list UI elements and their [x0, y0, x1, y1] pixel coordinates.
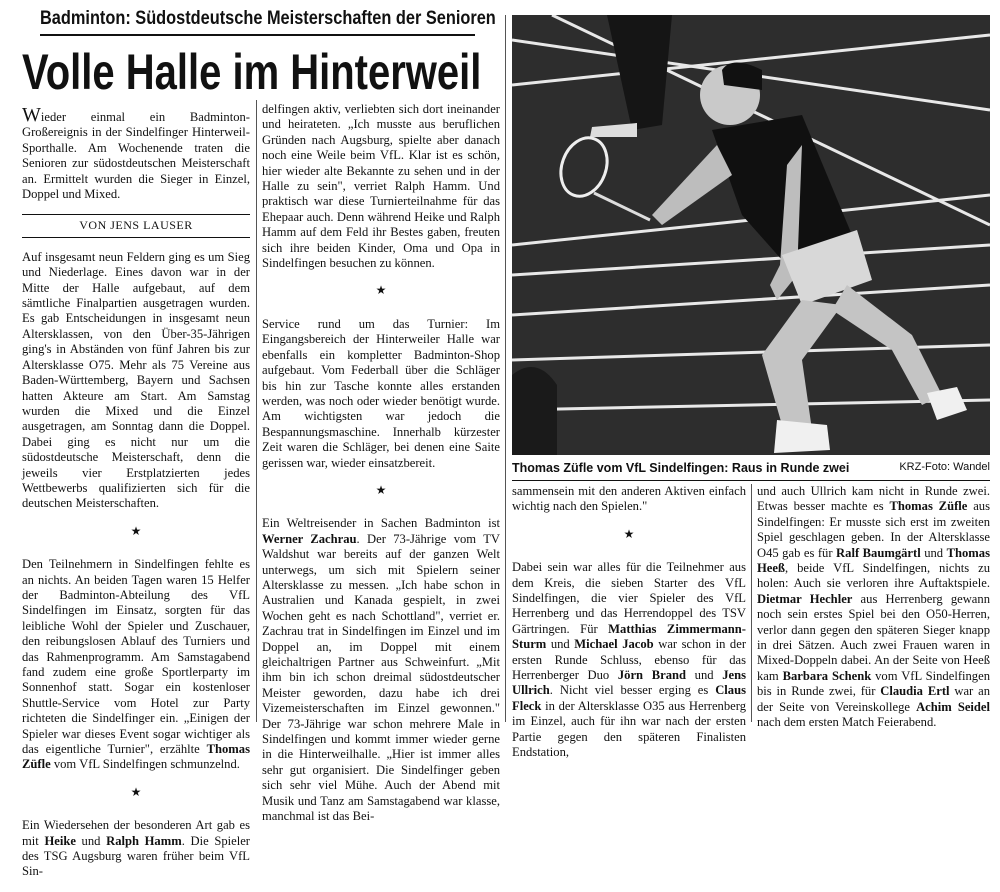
lead-paragraph: Wieder einmal ein Badminton-Großereignis in der Sindelfinger Hinterweil-Sporthalle. Am Wochenende traten die Senioren zur südostdeutschen Meisterschaft an. Ermittelt wurden die Sieger in Einzel, Doppel und Mixed. [22, 104, 250, 202]
photo-credit: KRZ-Foto: Wandel [899, 461, 990, 473]
person-name: Werner Zachrau [262, 531, 357, 546]
person-name: Claus Fleck [512, 683, 746, 713]
person-name: Ralph Hamm [106, 833, 182, 848]
person-name: Thomas Züfle [22, 742, 250, 772]
paragraph: Ein Wiedersehen der besonderen Art gab es mit Heike und Ralph Hamm. Die Spieler des TSG Augsburg waren früher beim VfL Sin- [22, 818, 250, 879]
kicker-rule [40, 34, 475, 36]
paragraph: delfingen aktiv, verliebten sich dort ineinander und heirateten. „Ich musste aus beruflichen Gründen nach Augsburg, spielte aber danach noch eine Weile beim VfL. Klar ist es schön, hier wieder alte Bekannte zu sehen und in der Halle zu sein", verriet Ralph Hamm. Und praktisch war diese Turnierteilnahme für das Ehepaar auch. Denn während Heike und Ralph Hamm auf dem Feld ihr Bestes gaben, freuten sich ihre beiden Kinder, Oma und Opa in Sindelfingen besuchen zu können. [262, 102, 500, 271]
paragraph: Ein Weltreisender in Sachen Badminton ist Werner Zachrau. Der 73-Jährige vom TV Waldshut war bereits auf der ganzen Welt unterwegs, um sich mit Spielern seiner Altersklasse zu messen. „Ich habe schon in Australien und Kanada gespielt, in zwei Wochen geht es nach Schottland", verriet er. Zachrau trat in Sindelfingen im Einzel und im Doppel an, im Doppel mit einem gleichaltrigen Partner aus Schweinfurt. „Mit ihm bin ich schon dreimal südostdeutscher Meister geworden, dazu habe ich drei Vizemeisterschaften im Einzel gewonnen." Der 73-Jährige war schon mehrere Male in Sindelfingen und kommt immer wieder gerne in die Hinterweilhalle. „Hier ist immer alles sehr gut organisiert. Die Sindelfinger geben sich sehr viel Mühe. Auch der Abend mit Musik und Tanz am Samstagabend war klasse, manchmal ist das Bei- [262, 516, 500, 824]
person-name: Thomas Heeß [757, 545, 990, 576]
article-kicker: Badminton: Südostdeutsche Meisterschaften der Senioren [40, 8, 496, 29]
column-4 [757, 484, 990, 743]
column-2 [262, 102, 500, 836]
person-name: Matthias Zimmermann-Sturm [512, 621, 746, 652]
column-divider [505, 15, 506, 722]
column-1 [22, 104, 250, 892]
person-name: Heike [44, 833, 76, 848]
section-star: ★ [130, 523, 142, 538]
person-name: Barbara Schenk [782, 668, 872, 683]
paragraph: Service rund um das Turnier: Im Eingangsbereich der Hinterweiler Halle war ebenfalls ein kompletter Badminton-Shop aufgebaut. Vom Federball über die Schläger bis hin zur Tasche konnte alles erstanden werden, was noch oder wieder benötigt wurde. Am wichtigsten war jedoch die Bespannungsmaschine. Innerhalb kürzester Zeit waren die Schläger, bei denen eine Saite gerissen war, wieder einsatzbereit. [262, 316, 500, 470]
person-name: Ralf Baumgärtl [836, 545, 921, 560]
section-star: ★ [623, 526, 635, 541]
person-name: Jens Ullrich [512, 668, 746, 698]
person-name: Michael Jacob [574, 637, 654, 652]
paragraph: sammensein mit den anderen Aktiven einfach wichtig nach den Spielen." [512, 484, 746, 514]
section-star: ★ [375, 283, 387, 298]
photo-caption [512, 461, 990, 475]
caption-rule [512, 480, 990, 481]
column-divider [256, 100, 257, 722]
paragraph: Auf insgesamt neun Feldern ging es um Sieg und Niederlage. Eines davon war in der Mitte der Halle aufgebaut, auf dem sämtliche Finalpartien ausgetragen wurden. Es gab Entscheidungen in insgesamt neun Altersklassen, von den Über-35-Jährigen ging's in Abständen von fünf Jahren bis zur Altersklasse O75. Mehr als 75 Vereine aus Baden-Württemberg, Bayern und Sachsen hatten Akteure am Start. Am Samstag wurden die Mixed und die Einzel ausgetragen, am Sonntag dann die Doppel. Dabei ging es nicht nur um die südostdeutsche Meisterschaft, denn die jeweils vier Erstplatzierten jedes Wettbewerbs qualifizierten sich für die deutschen Meisterschaften. [22, 249, 250, 511]
column-divider [751, 484, 752, 722]
person-name: Dietmar Hechler [757, 591, 853, 606]
player-photo-illustration [512, 15, 990, 455]
author-line: VON JENS LAUSER [22, 214, 250, 237]
caption-text: Thomas Züfle vom VfL Sindelfingen: Raus in Runde zwei [512, 461, 850, 475]
badminton-photo [512, 15, 990, 455]
paragraph: und auch Ullrich kam nicht in Runde zwei. Etwas besser machte es Thomas Züfle aus Sindelfingen: Er musste sich erst im zweiten Spiel geschlagen geben. In der Altersklasse O45 gab es für Ralf Baumgärtl und Thomas Heeß, beide VfL Sindelfingen, nichts zu holen: Auch sie verloren ihre Auftaktspiele. Dietmar Hechler aus Herrenberg gewann noch sein erstes Spiel bei den O50-Herren, verlor dann gegen den späteren Sieger knapp in drei Sätzen. Auch zwei Frauen waren in Mixed-Doppeln dabei. An der Seite von Heeß kam Barbara Schenk vom VfL Sindelfingen bis in Runde zwei, für Claudia Ertl war an der Seite von Vereinskollege Achim Seidel nach dem ersten Match Feierabend. [757, 484, 990, 730]
person-name: Jörn Brand [617, 668, 687, 683]
paragraph: Dabei sein war alles für die Teilnehmer aus dem Kreis, die sieben Starter des VfL Sindelfingen, die vier Spieler des VfL Herrenberg und das Herrendoppel des TSV Gärtringen. Für Matthias Zimmermann-Sturm und Michael Jacob war schon in der ersten Runde Schluss, ebenso für das Herrenberger Duo Jörn Brand und Jens Ullrich. Nicht viel besser erging es Claus Fleck in der Altersklasse O35 aus Herrenberg im Einzel, auch für ihn war nach der ersten Partie gegen den späteren Finalisten Endstation, [512, 560, 747, 760]
section-star: ★ [130, 784, 142, 799]
paragraph: Den Teilnehmern in Sindelfingen fehlte es an nichts. An beiden Tagen waren 15 Helfer der Badminton-Abteilung des VfL Sindelfingen im Einsatz, sorgten für das leibliche Wohl der Spieler und Zuschauer, den reibungslosen Ablauf des Turniers und das Rahmenprogramm. Am Samstagabend fand zudem eine große Sportlerparty im Sonnenhof statt. Sogar ein kostenloser Shuttle-Service vom Hotel zur Party richteten die Sindelfinger ein. „Einigen der Spieler war dieses Event sogar wichtiger als das eigentliche Turnier", erzählte Thomas Züfle vom VfL Sindelfingen schmunzelnd. [22, 557, 250, 772]
person-name: Claudia Ertl [880, 684, 950, 699]
person-name: Thomas Züfle [889, 499, 968, 514]
person-name: Achim Seidel [916, 699, 990, 714]
article-headline: Volle Halle im Hinterweil [22, 44, 482, 100]
section-star: ★ [375, 482, 387, 497]
column-3 [512, 484, 746, 773]
